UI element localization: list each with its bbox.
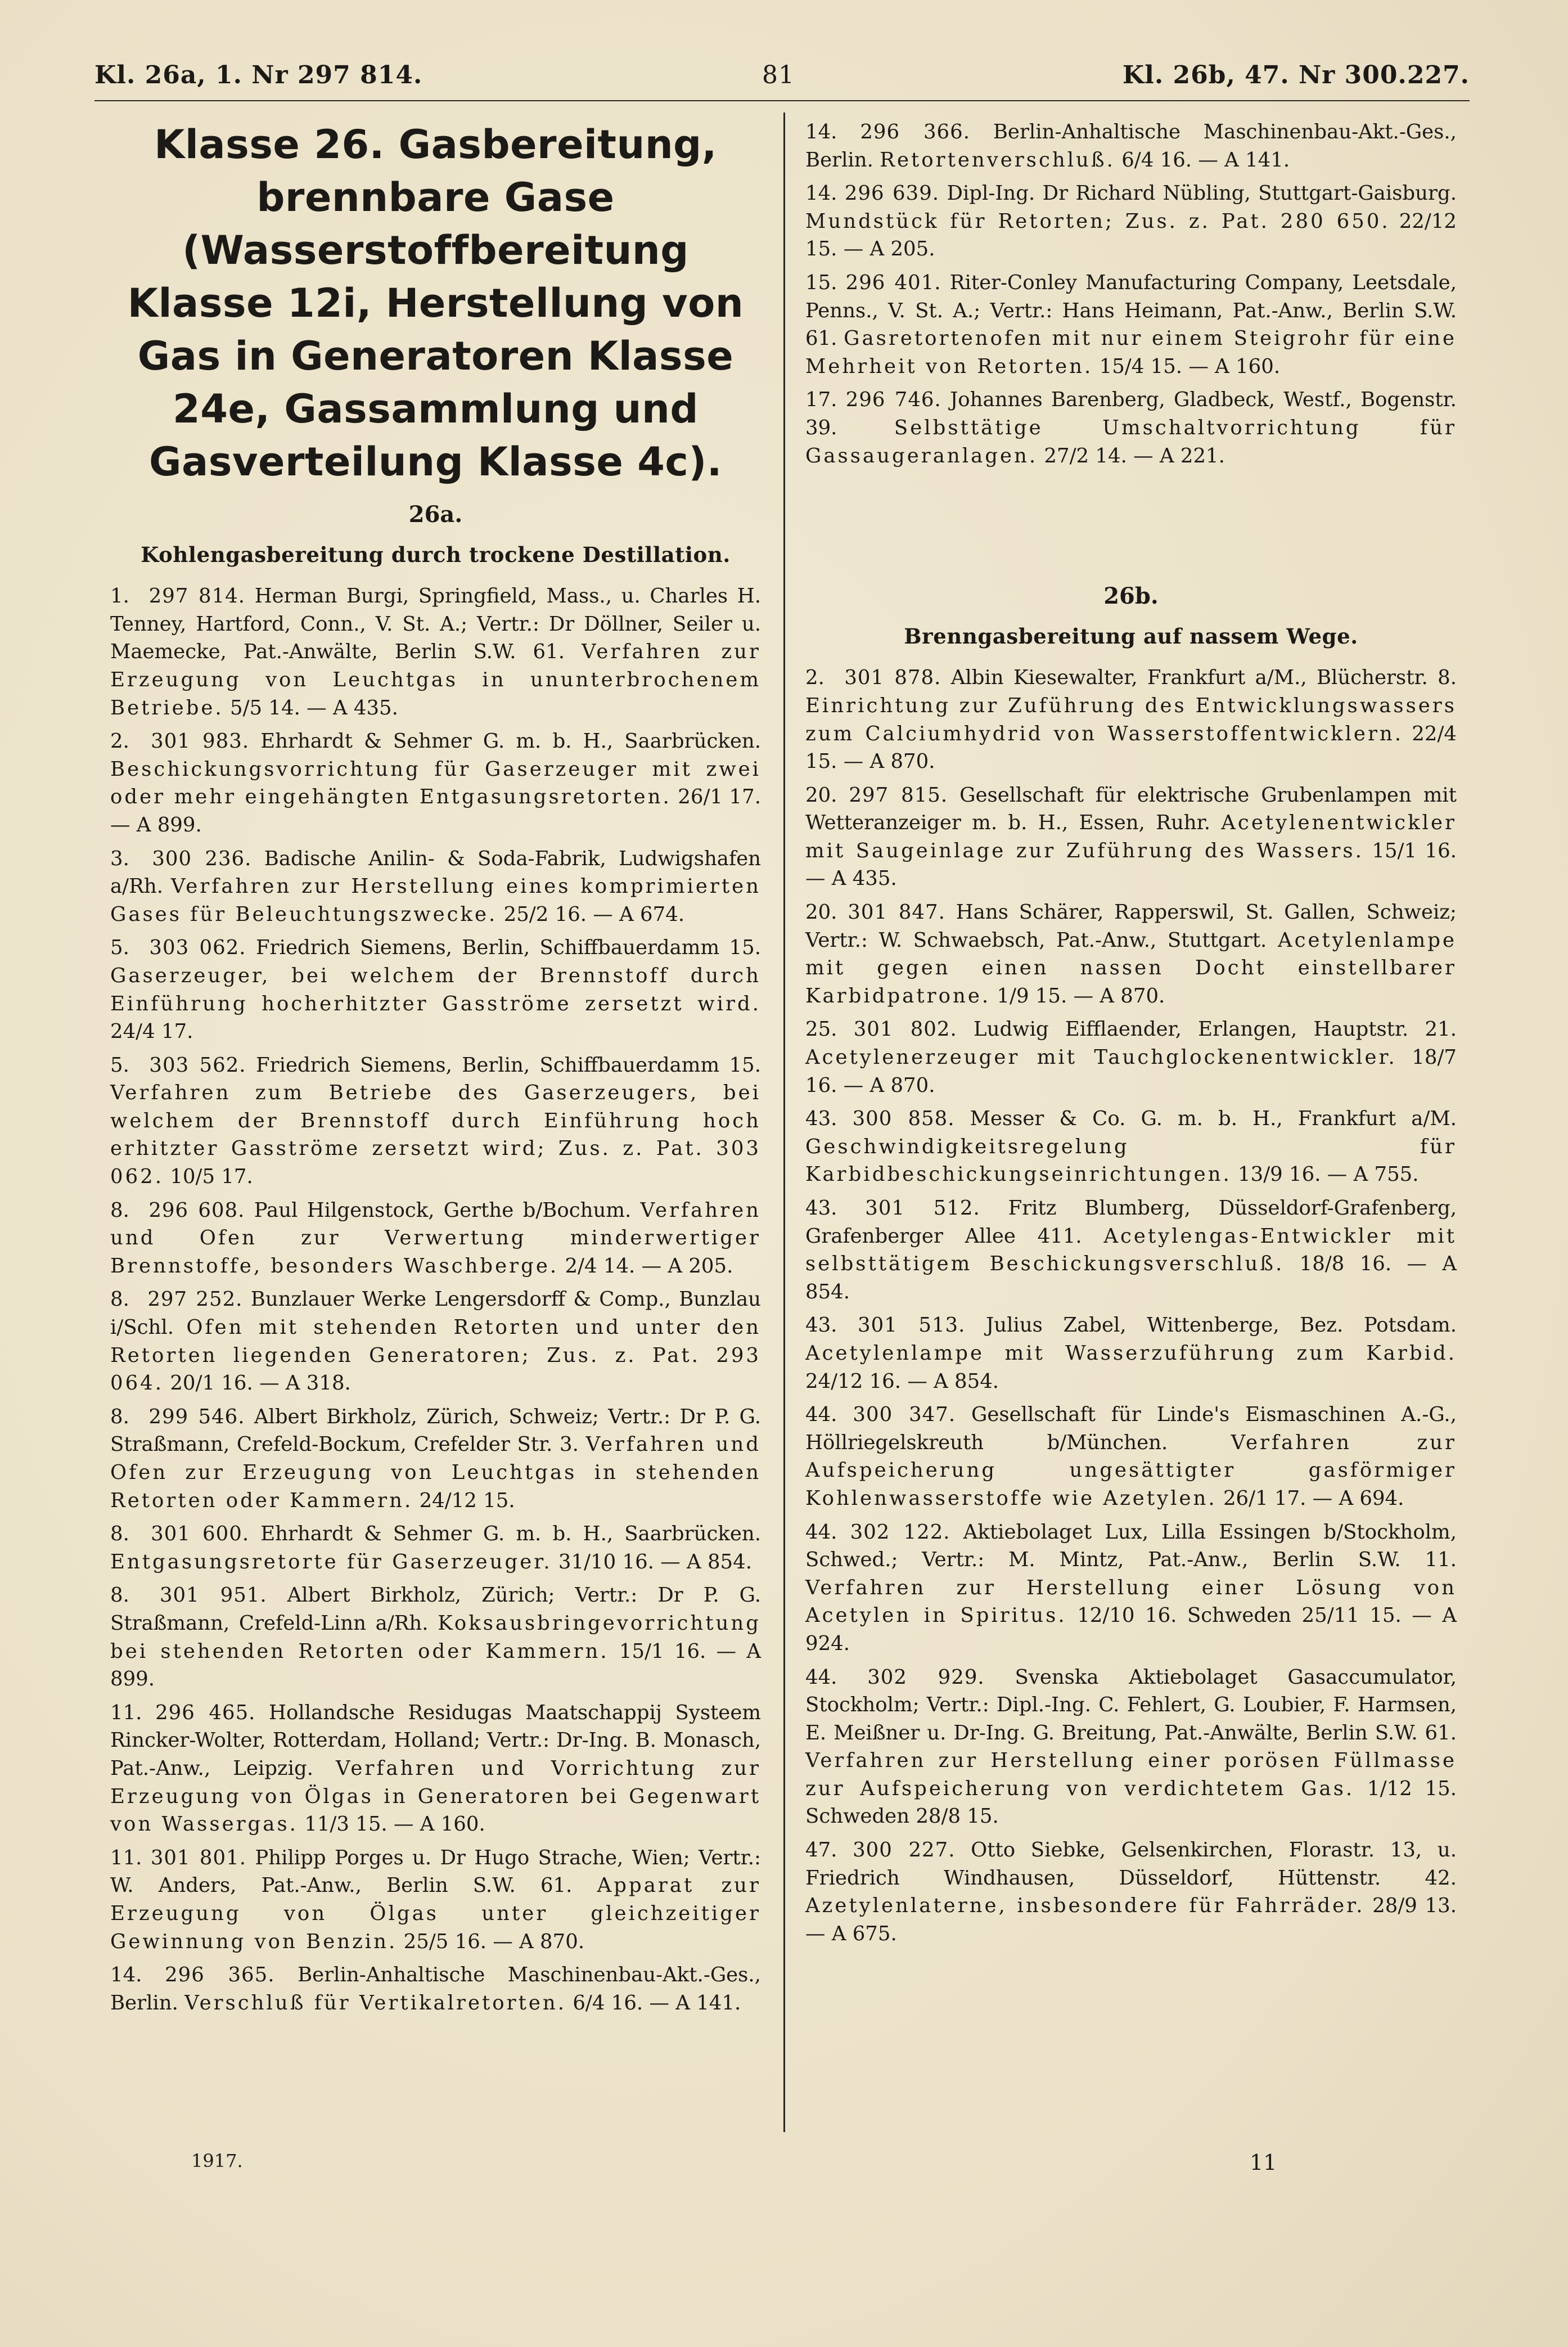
entry-patent-number: 301 512.	[865, 1197, 980, 1220]
patent-entry	[805, 1836, 1457, 1948]
entry-dates: 15/1 16. — A 899.	[110, 1639, 761, 1691]
entry-applicant: Messer & Co. G. m. b. H., Frankfurt a/M.	[970, 1107, 1457, 1131]
entry-patent-number: 303 062.	[149, 936, 246, 960]
entry-claim: Beschickungsvorrichtung für Gaserzeuger mit zwei oder mehr eingehängten Entgasungsretorten.	[110, 757, 761, 809]
entry-claim: Verfahren zur Herstellung eines komprimierten Gases für Beleuchtungszwecke.	[110, 875, 762, 926]
entry-patent-number: 301 951.	[159, 1584, 267, 1607]
entry-class-number: 43.	[805, 1107, 837, 1131]
left-column	[110, 118, 761, 2022]
entry-claim: Selbsttätige Umschaltvorrichtung für Gassaugeranlagen.	[805, 416, 1457, 467]
entry-dates: 1/12 15. Schweden 28/8 15.	[805, 1777, 1457, 1828]
entry-applicant: Gesellschaft für Linde's Eismaschinen A.-G., Höllriegelskreuth b/München.	[805, 1403, 1457, 1454]
entry-patent-number: 300 236.	[152, 847, 252, 870]
entry-dates: 15/4 15. — A 160.	[1099, 354, 1281, 378]
entry-class-number: 8.	[110, 1522, 129, 1546]
entry-claim: Geschwindigkeitsregelung für Karbidbeschickungseinrichtungen.	[805, 1135, 1457, 1186]
entry-dates: 11/3 15. — A 160.	[304, 1813, 485, 1836]
entry-dates: 12/10 16. Schweden 25/11 15. — A 924.	[805, 1604, 1457, 1655]
patent-entry	[110, 1285, 761, 1397]
patent-entry	[805, 1401, 1457, 1512]
entry-dates: 27/2 14. — A 221.	[1044, 444, 1225, 467]
entry-claim: Einrichtung zur Zuführung des Entwicklungswassers zum Calciumhydrid von Wasserstoffentwicklern.	[805, 694, 1457, 745]
entry-applicant: Johannes Barenberg, Gladbeck, Westf., Bogenstr. 39.	[805, 388, 1457, 439]
patent-entry	[805, 179, 1457, 263]
patent-entry	[805, 664, 1457, 775]
entry-applicant: Friedrich Siemens, Berlin, Schiffbauerdamm 15.	[255, 936, 761, 960]
entry-patent-number: 301 600.	[151, 1522, 250, 1546]
entry-dates: 18/8 16. — A 854.	[805, 1252, 1457, 1303]
entry-class-number: 8.	[110, 1288, 129, 1311]
patent-entry	[805, 118, 1457, 174]
spacer	[805, 475, 1457, 577]
entry-claim: Ofen mit stehenden Retorten und unter den Retorten liegenden Generatoren; Zus. z. Pat. 293 064.	[110, 1316, 761, 1395]
entry-class-number: 44.	[805, 1520, 837, 1544]
entry-patent-number: 296 465.	[155, 1701, 256, 1724]
entry-applicant: Albin Kiesewalter, Frankfurt a/M., Blücherstr. 8.	[950, 666, 1457, 690]
entry-applicant: Albert Birkholz, Zürich, Schweiz; Vertr.: Dr P. G. Straßmann, Crefeld-Bockum, Crefelder Str. 3.	[110, 1405, 761, 1456]
entry-dates: 26/1 17. — A 899.	[110, 785, 761, 837]
entry-class-number: 5.	[110, 936, 129, 960]
entry-class-number: 44.	[805, 1665, 837, 1689]
entry-class-number: 15.	[805, 271, 837, 294]
patent-entry	[110, 582, 761, 722]
entry-class-number: 8.	[110, 1405, 129, 1428]
entry-applicant: Hans Schärer, Rapperswil, St. Gallen, Schweiz; Vertr.: W. Schwaebsch, Pat.-Anw., Stuttgart.	[805, 901, 1457, 952]
patent-entry	[110, 1403, 761, 1514]
entry-applicant: Otto Siebke, Gelsenkirchen, Florastr. 13, u. Friedrich Windhausen, Düsseldorf, Hüttenstr. 42.	[805, 1838, 1457, 1890]
patent-entry	[110, 845, 761, 929]
entry-applicant: Berlin-Anhaltische Maschinenbau-Akt.-Ges., Berlin.	[110, 1963, 761, 2015]
entry-class-number: 47.	[805, 1838, 837, 1862]
patent-entry	[805, 1015, 1457, 1099]
header-rule	[94, 100, 1470, 101]
entry-claim: Acetylenerzeuger mit Tauchglockenentwickler.	[805, 1046, 1397, 1069]
entry-dates: 2/4 14. — A 205.	[565, 1254, 733, 1278]
running-header-right: Kl. 26b, 47. Nr 300.227.	[1122, 61, 1470, 89]
section-title: Brenngasbereitung auf nassem Wege.	[904, 623, 1358, 649]
section-number: 26a.	[408, 501, 463, 528]
entry-dates: 10/5 17.	[170, 1165, 253, 1189]
entry-claim: Verfahren zur Herstellung einer Lösung von Acetylen in Spiritus.	[805, 1576, 1457, 1627]
entry-class-number: 43.	[805, 1197, 837, 1220]
patent-entry	[110, 1844, 761, 1955]
entry-applicant: Ludwig Eifflaender, Erlangen, Hauptstr. 21.	[974, 1018, 1457, 1041]
patent-entry	[805, 386, 1457, 470]
entry-patent-number: 301 513.	[858, 1314, 966, 1337]
section-number: 26b.	[1103, 583, 1159, 610]
entry-applicant: Svenska Aktiebolaget Gasaccumulator, Stockholm; Vertr.: Dipl.-Ing. C. Fehlert, G. Loubier, F. Harmsen, E. Meißner u. Dr-Ing. G. Breitung, Pat.-Anwälte, Berlin S.W. 61.	[805, 1665, 1457, 1744]
entry-patent-number: 301 802.	[853, 1018, 957, 1041]
patent-entry	[805, 1663, 1457, 1831]
patent-entry	[110, 1699, 761, 1838]
entry-class-number: 20.	[805, 901, 837, 924]
patent-entry	[110, 1581, 761, 1693]
entry-dates: 22/12 15. — A 205.	[805, 209, 1457, 261]
column-divider	[783, 113, 785, 2132]
entry-claim: Verfahren und Ofen zur Erzeugung von Leuchtgas in stehenden Retorten oder Kammern.	[110, 1433, 761, 1512]
entry-patent-number: 300 347.	[853, 1403, 956, 1427]
section-title: Kohlengasbereitung durch trockene Destillation.	[141, 542, 731, 567]
entry-class-number: 20.	[805, 783, 837, 807]
entry-applicant: Dipl-Ing. Dr Richard Nübling, Stuttgart-Gaisburg.	[947, 182, 1457, 205]
entry-claim: Acetylengas-Entwickler mit selbsttätigem Beschickungsverschluß.	[805, 1224, 1457, 1276]
patent-entry	[805, 1194, 1457, 1306]
entry-applicant: Herman Burgi, Springfield, Mass., u. Charles H. Tenney, Hartford, Conn., V. St. A.; Vertr.: Dr Döllner, Seiler u. Maemecke, Pat.-Anwälte, Berlin S.W. 61.	[110, 584, 761, 664]
entry-dates: 24/12 15.	[419, 1489, 515, 1512]
entry-patent-number: 296 366.	[860, 120, 970, 143]
entry-applicant: Hollandsche Residugas Maatschappij Systeem Rincker-Wolter, Rotterdam, Holland; Vertr.: Dr-Ing. B. Monasch, Pat.-Anw., Leipzig.	[110, 1701, 761, 1780]
entry-dates: 18/7 16. — A 870.	[805, 1046, 1457, 1097]
entry-applicant: Gesellschaft für elektrische Grubenlampen mit Wetteranzeiger m. b. H., Essen, Ruhr.	[805, 783, 1457, 835]
entry-class-number: 8.	[110, 1584, 129, 1607]
entry-applicant: Riter-Conley Manufacturing Company, Leetsdale, Penns., V. St. A.; Vertr.: Hans Heimann, Pat.-Anw., Berlin S.W. 61.	[805, 271, 1457, 350]
entry-dates: 24/12 16. — A 854.	[805, 1369, 999, 1393]
patent-list	[110, 582, 761, 2017]
patent-entry	[805, 781, 1457, 893]
entry-dates: 6/4 16. — A 141.	[1121, 148, 1290, 172]
entry-applicant: Philipp Porges u. Dr Hugo Strache, Wien; Vertr.: W. Anders, Pat.-Anw., Berlin S.W. 61.	[110, 1846, 762, 1898]
entry-patent-number: 301 847.	[848, 901, 945, 924]
entry-patent-number: 299 546.	[148, 1405, 245, 1428]
entry-dates: 1/9 15. — A 870.	[997, 984, 1165, 1008]
entry-dates: 5/5 14. — A 435.	[230, 696, 398, 720]
entry-patent-number: 296 365.	[165, 1963, 275, 1987]
entry-dates: 22/4 15. — A 870.	[805, 722, 1457, 774]
entry-patent-number: 302 929.	[867, 1665, 985, 1689]
patent-entry	[110, 1961, 761, 2017]
patent-entry	[110, 1051, 761, 1191]
entry-applicant: Albert Birkholz, Zürich; Vertr.: Dr P. G. Straßmann, Crefeld-Linn a/Rh.	[110, 1584, 761, 1635]
entry-claim: Gasretortenofen mit nur einem Steigrohr für eine Mehrheit von Retorten.	[805, 327, 1457, 378]
patent-entry	[805, 1518, 1457, 1658]
entry-applicant: Aktiebolaget Lux, Lilla Essingen b/Stockholm, Schwed.; Vertr.: M. Mintz, Pat.-Anw., Berlin S.W. 11.	[805, 1520, 1457, 1572]
entry-applicant: Friedrich Siemens, Berlin, Schiffbauerdamm 15.	[255, 1053, 761, 1077]
patent-entry	[805, 1105, 1457, 1189]
entry-applicant: Julius Zabel, Wittenberge, Bez. Potsdam.	[986, 1314, 1457, 1337]
entry-dates: 6/4 16. — A 141.	[573, 1991, 741, 2015]
entry-class-number: 11.	[110, 1701, 142, 1724]
patent-list	[805, 664, 1457, 1948]
entry-class-number: 14.	[805, 120, 837, 143]
entry-class-number: 1.	[110, 584, 129, 608]
patent-list	[805, 118, 1457, 470]
page-number: 81	[762, 61, 795, 89]
entry-class-number: 14.	[110, 1963, 142, 1987]
entry-patent-number: 297 252.	[147, 1288, 243, 1311]
entry-claim: Verfahren und Ofen zur Verwertung minderwertiger Brennstoffe, besonders Waschberge.	[110, 1198, 761, 1278]
entry-class-number: 25.	[805, 1018, 837, 1041]
entry-patent-number: 297 815.	[849, 783, 948, 807]
entry-applicant: Ehrhardt & Sehmer G. m. b. H., Saarbrücken.	[260, 1522, 762, 1546]
entry-patent-number: 296 401.	[845, 271, 941, 294]
entry-class-number: 8.	[110, 1198, 129, 1222]
entry-dates: 26/1 17. — A 694.	[1223, 1486, 1404, 1510]
entry-dates: 15/1 16. — A 435.	[805, 839, 1457, 891]
entry-class-number: 2.	[805, 666, 824, 690]
entry-claim: Gaserzeuger, bei welchem der Brennstoff durch Einführung hocherhitzter Gasströme zersetzt wird.	[110, 964, 761, 1015]
entry-dates: 24/4 17.	[110, 1020, 193, 1044]
entry-patent-number: 296 608.	[148, 1198, 245, 1222]
class-title: Klasse 26. Gasbereitung, brennbare Gase (Wasserstoffbereitung Klasse 12i, Herstellung von Gas in Generatoren Klasse 24e, Gassammlung und Gasverteilung Klasse 4c).	[127, 122, 744, 485]
entry-class-number: 3.	[110, 847, 129, 870]
entry-claim: Acetylenentwickler mit Saugeinlage zur Zuführung des Wassers.	[805, 811, 1457, 862]
entry-dates: 25/5 16. — A 870.	[403, 1930, 585, 1953]
entry-claim: Verfahren und Vorrichtung zur Erzeugung von Ölgas in Generatoren bei Gegenwart von Wassergas.	[110, 1756, 761, 1836]
entry-claim: Verschluß für Vertikalretorten.	[184, 1991, 567, 2015]
right-column	[805, 118, 1457, 1953]
entry-dates: 25/2 16. — A 674.	[503, 902, 685, 926]
patent-entry	[110, 934, 761, 1045]
footer-sheet-number: 11	[1250, 2150, 1277, 2175]
entry-claim: Verfahren zum Betriebe des Gaserzeugers, bei welchem der Brennstoff durch Einführung hoch erhitzter Gasströme zersetzt wird; Zus. z. Pat. 303 062.	[110, 1081, 761, 1189]
patent-entry	[110, 727, 761, 839]
entry-applicant: Berlin-Anhaltische Maschinenbau-Akt.-Ges., Berlin.	[805, 120, 1457, 172]
entry-patent-number: 302 122.	[850, 1520, 950, 1544]
entry-patent-number: 300 227.	[853, 1838, 956, 1862]
entry-patent-number: 296 746.	[845, 388, 941, 412]
entry-dates: 20/1 16. — A 318.	[170, 1372, 351, 1395]
entry-claim: Koksausbringevorrichtung bei stehenden Retorten oder Kammern.	[110, 1611, 761, 1663]
entry-patent-number: 301 801.	[150, 1846, 246, 1869]
entry-patent-number: 300 858.	[852, 1107, 955, 1131]
entry-applicant: Bunzlauer Werke Lengersdorff & Comp., Bunzlau i/Schl.	[110, 1288, 761, 1339]
entry-applicant: Badische Anilin- & Soda-Fabrik, Ludwigshafen a/Rh.	[110, 847, 761, 898]
patent-entry	[110, 1520, 761, 1576]
entry-claim: Acetylenlampe mit Wasserzuführung zum Karbid.	[805, 1341, 1457, 1365]
entry-applicant: Paul Hilgenstock, Gerthe b/Bochum.	[254, 1198, 632, 1222]
patent-entry	[805, 898, 1457, 1010]
entry-claim: Entgasungsretorte für Gaserzeuger.	[110, 1550, 552, 1573]
entry-claim: Apparat zur Erzeugung von Ölgas unter gleichzeitiger Gewinnung von Benzin.	[110, 1874, 761, 1953]
entry-class-number: 44.	[805, 1403, 837, 1427]
entry-patent-number: 296 639.	[844, 182, 940, 205]
entry-patent-number: 297 814.	[148, 584, 246, 608]
entry-patent-number: 301 983.	[151, 730, 250, 753]
entry-applicant: Ehrhardt & Sehmer G. m. b. H., Saarbrücken.	[260, 730, 762, 753]
entry-class-number: 5.	[110, 1053, 129, 1077]
entry-patent-number: 303 562.	[149, 1053, 246, 1077]
running-header-left: Kl. 26a, 1. Nr 297 814.	[94, 61, 423, 89]
footer-year: 1917.	[191, 2150, 243, 2171]
entry-dates: 13/9 16. — A 755.	[1238, 1163, 1419, 1186]
entry-class-number: 43.	[805, 1314, 837, 1337]
entry-claim: Retortenverschluß.	[880, 148, 1115, 172]
entry-claim: Mundstück für Retorten; Zus. z. Pat. 280 650.	[805, 209, 1390, 233]
patent-entry	[805, 1311, 1457, 1395]
entry-claim: Verfahren zur Erzeugung von Leuchtgas in ununterbrochenem Betriebe.	[110, 640, 761, 720]
patent-entry	[110, 1197, 761, 1280]
entry-class-number: 17.	[805, 388, 837, 412]
entry-applicant: Fritz Blumberg, Düsseldorf-Grafenberg, Grafenberger Allee 411.	[805, 1197, 1457, 1248]
entry-class-number: 11.	[110, 1846, 142, 1869]
entry-dates: 28/9 13. — A 675.	[805, 1894, 1457, 1945]
entry-dates: 31/10 16. — A 854.	[558, 1550, 752, 1573]
entry-claim: Verfahren zur Herstellung einer porösen Füllmasse zur Aufspeicherung von verdichtetem Gas.	[805, 1749, 1457, 1800]
entry-class-number: 2.	[110, 730, 129, 753]
entry-claim: Azetylenlaterne, insbesondere für Fahrräder.	[805, 1894, 1365, 1918]
entry-claim: Verfahren zur Aufspeicherung ungesättigter gasförmiger Kohlenwasserstoffe wie Azetylen.	[805, 1431, 1457, 1510]
entry-class-number: 14.	[805, 182, 837, 205]
entry-patent-number: 301 878.	[844, 666, 941, 690]
entry-claim: Acetylenlampe mit gegen einen nassen Docht einstellbarer Karbidpatrone.	[805, 928, 1457, 1008]
patent-entry	[805, 269, 1457, 380]
